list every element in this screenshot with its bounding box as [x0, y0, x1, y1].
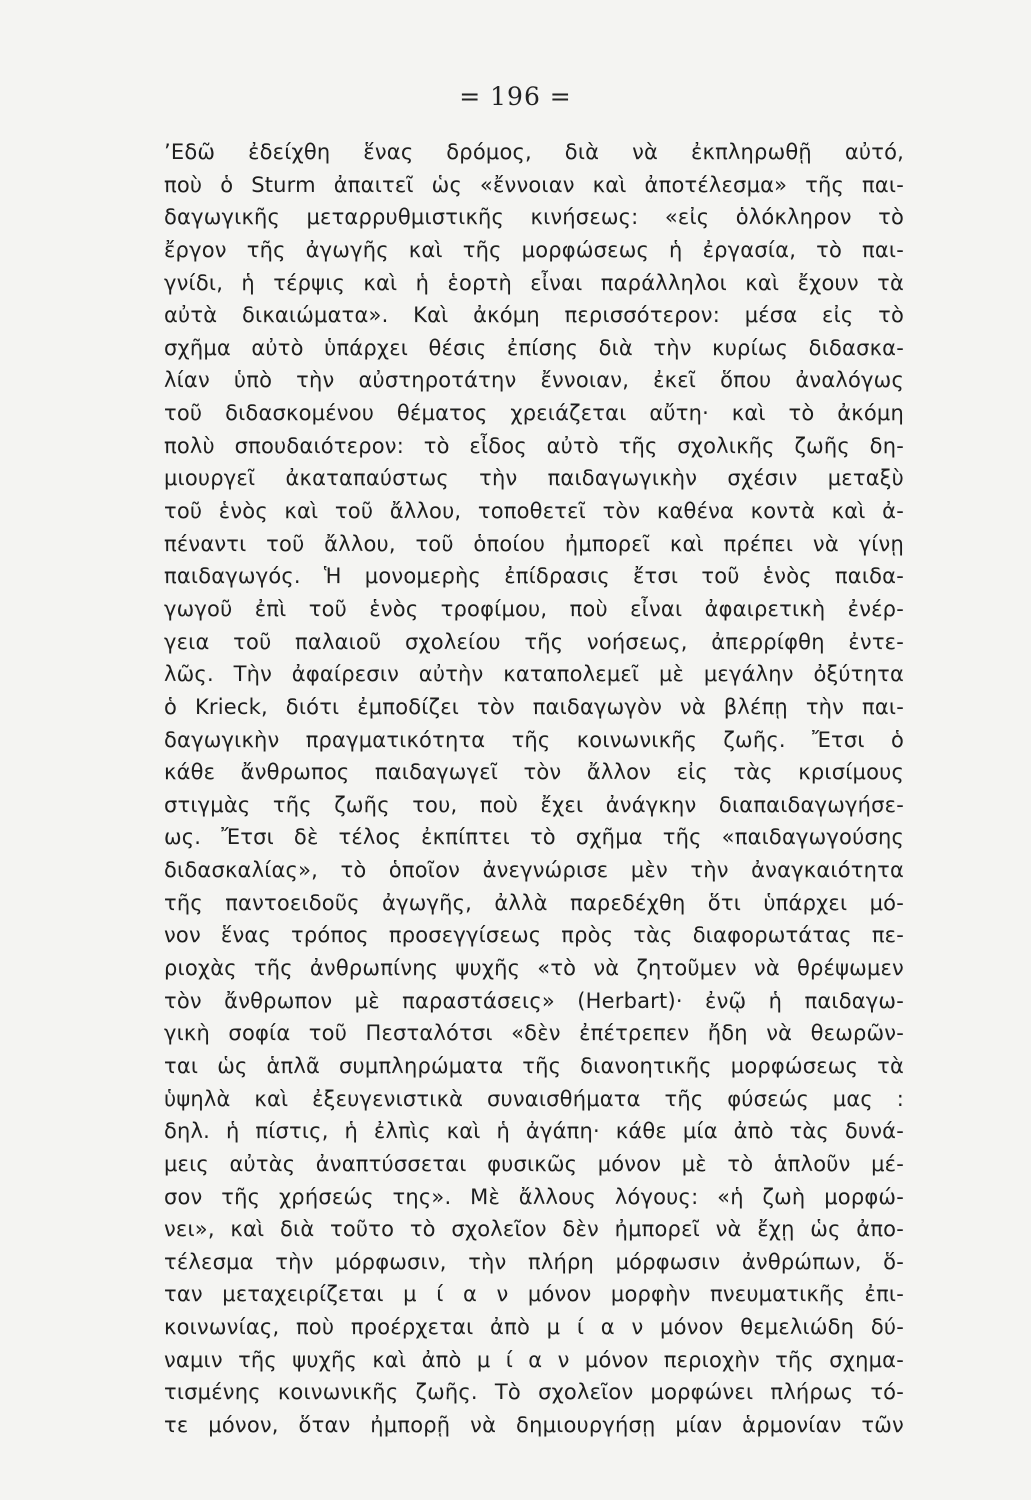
text-line: γνίδι, ἡ τέρψις καὶ ἡ ἑορτὴ εἶναι παράλληλοι καὶ ἔχουν τὰ	[164, 270, 904, 295]
text-line: ναμιν τῆς ψυχῆς καὶ ἀπὸ μ ί α ν μόνον περιοχὴν τῆς σχημα-	[164, 1347, 904, 1372]
text-line: σχῆμα αὐτὸ ὑπάρχει θέσις ἐπίσης διὰ τὴν κυρίως διδασκα-	[164, 335, 904, 360]
text-line: παιδαγωγός. Ἡ μονομερὴς ἐπίδρασις ἔτσι τοῦ ἑνὸς παιδα-	[164, 564, 904, 589]
text-line: ὁ Krieck, διότι ἐμποδίζει τὸν παιδαγωγὸν νὰ βλέπῃ τὴν παι-	[164, 694, 904, 719]
text-line: τὸν ἄνθρωπον μὲ παραστάσεις» (Herbart)· ἐνῷ ἡ παιδαγω-	[164, 988, 904, 1013]
text-line: τῆς παντοειδοῦς ἀγωγῆς, ἀλλὰ παρεδέχθη ὅτι ὑπάρχει μό-	[164, 890, 904, 915]
text-line: ριοχὰς τῆς ἀνθρωπίνης ψυχῆς «τὸ νὰ ζητοῦμεν νὰ θρέψωμεν	[164, 956, 904, 981]
text-line: ὑψηλὰ καὶ ἐξευγενιστικὰ συναισθήματα τῆς φύσεώς μας :	[164, 1086, 904, 1111]
text-line: πολὺ σπουδαιότερον: τὸ εἶδος αὐτὸ τῆς σχολικῆς ζωῆς δη-	[164, 433, 904, 458]
text-line: τέλεσμα τὴν μόρφωσιν, τὴν πλήρη μόρφωσιν ἀνθρώπων, ὅ-	[164, 1249, 904, 1274]
text-line: ἔργον τῆς ἀγωγῆς καὶ τῆς μορφώσεως ἡ ἐργασία, τὸ παι-	[164, 237, 904, 262]
text-line: νει», καὶ διὰ τοῦτο τὸ σχολεῖον δὲν ἠμπορεῖ νὰ ἔχῃ ὡς ἀπο-	[164, 1217, 904, 1242]
text-line: τοῦ ἑνὸς καὶ τοῦ ἄλλου, τοποθετεῖ τὸν καθένα κοντὰ καὶ ἀ-	[164, 499, 904, 524]
text-line: γεια τοῦ παλαιοῦ σχολείου τῆς νοήσεως, ἀπερρίφθη ἐντε-	[164, 629, 904, 654]
text-line: διδασκαλίας», τὸ ὁποῖον ἀνεγνώρισε μὲν τὴν ἀναγκαιότητα	[164, 858, 904, 883]
text-line: μιουργεῖ ἀκαταπαύστως τὴν παιδαγωγικὴν σχέσιν μεταξὺ	[164, 466, 904, 491]
text-line: λίαν ὑπὸ τὴν αὐστηροτάτην ἔννοιαν, ἐκεῖ ὅπου ἀναλόγως	[164, 368, 904, 393]
text-line: νον ἕνας τρόπος προσεγγίσεως πρὸς τὰς διαφορωτάτας πε-	[164, 923, 904, 948]
text-line: γικὴ σοφία τοῦ Πεσταλότσι «δὲν ἐπέτρεπεν ἤδη νὰ θεωρῶν-	[164, 1021, 904, 1046]
text-line: σον τῆς χρήσεώς της». Μὲ ἄλλους λόγους: «ἡ ζωὴ μορφώ-	[164, 1184, 904, 1209]
text-line: δηλ. ἡ πίστις, ἡ ἐλπὶς καὶ ἡ ἀγάπη· κάθε μία ἀπὸ τὰς δυνά-	[164, 1119, 904, 1144]
text-line: ταν μεταχειρίζεται μ ί α ν μόνον μορφὴν πνευματικῆς ἐπι-	[164, 1282, 904, 1307]
body-text	[164, 136, 904, 1442]
text-line: τοῦ διδασκομένου θέματος χρειάζεται αὔτη· καὶ τὸ ἀκόμη	[164, 401, 904, 426]
text-line: λῶς. Τὴν ἀφαίρεσιν αὐτὴν καταπολεμεῖ μὲ μεγάλην ὀξύτητα	[164, 662, 904, 687]
text-line: τε μόνον, ὅταν ἠμπορῇ νὰ δημιουργήσῃ μίαν ἁρμονίαν τῶν	[164, 1412, 904, 1437]
page-number: = 196 =	[459, 82, 572, 111]
text-line: ως. Ἔτσι δὲ τέλος ἐκπίπτει τὸ σχῆμα τῆς «παιδαγωγούσης	[164, 825, 904, 850]
text-line: κάθε ἄνθρωπος παιδαγωγεῖ τὸν ἄλλον εἰς τὰς κρισίμους	[164, 760, 904, 785]
text-line: μεις αὐτὰς ἀναπτύσσεται φυσικῶς μόνον μὲ τὸ ἁπλοῦν μέ-	[164, 1151, 904, 1176]
text-line: κοινωνίας, ποὺ προέρχεται ἀπὸ μ ί α ν μόνον θεμελιώδη δύ-	[164, 1315, 904, 1340]
text-line: γωγοῦ ἐπὶ τοῦ ἑνὸς τροφίμου, ποὺ εἶναι ἀφαιρετικὴ ἐνέρ-	[164, 596, 904, 621]
text-line: δαγωγικὴν πραγματικότητα τῆς κοινωνικῆς ζωῆς. Ἔτσι ὁ	[164, 727, 904, 752]
text-line: πέναντι τοῦ ἄλλου, τοῦ ὁποίου ἠμπορεῖ καὶ πρέπει νὰ γίνῃ	[164, 531, 904, 556]
text-line: τισμένης κοινωνικῆς ζωῆς. Τὸ σχολεῖον μορφώνει πλήρως τό-	[164, 1380, 904, 1405]
text-line: ται ὡς ἁπλᾶ συμπληρώματα τῆς διανοητικῆς μορφώσεως τὰ	[164, 1053, 904, 1078]
text-line: αὐτὰ δικαιώματα». Καὶ ἀκόμη περισσότερον: μέσα εἰς τὸ	[164, 303, 904, 328]
text-line: ποὺ ὁ Sturm ἀπαιτεῖ ὡς «ἔννοιαν καὶ ἀποτέλεσμα» τῆς παι-	[164, 172, 904, 197]
text-line: στιγμὰς τῆς ζωῆς του, ποὺ ἔχει ἀνάγκην διαπαιδαγωγήσε-	[164, 792, 904, 817]
text-line: ’Εδῶ ἐδείχθη ἕνας δρόμος, διὰ νὰ ἐκπληρωθῇ αὐτό,	[164, 140, 904, 164]
text-line: δαγωγικῆς μεταρρυθμιστικῆς κινήσεως: «εἰς ὁλόκληρον τὸ	[164, 205, 904, 230]
